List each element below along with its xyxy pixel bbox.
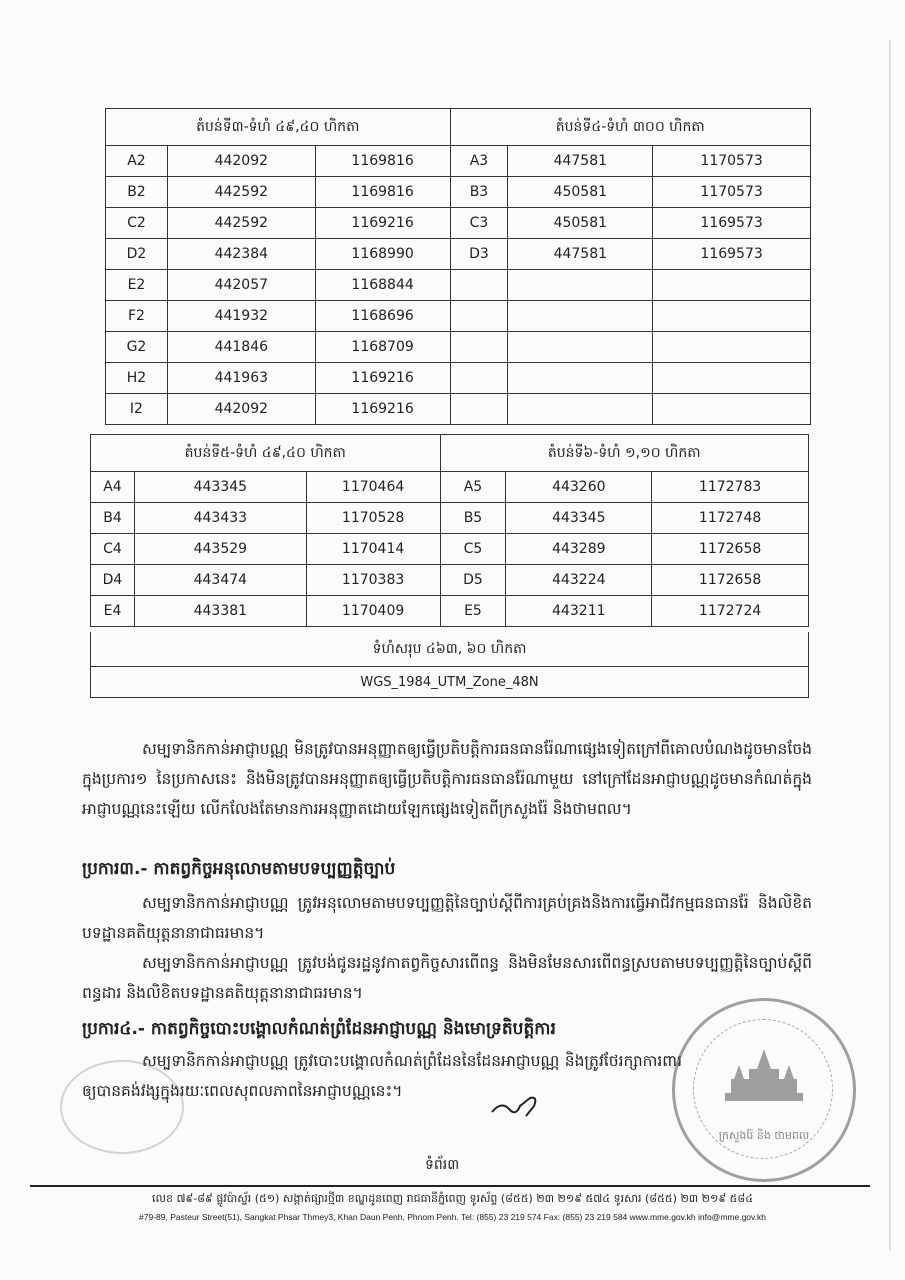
northing-value: 1169816 xyxy=(315,146,450,177)
northing-value: 1170464 xyxy=(306,472,440,503)
paragraph-text: សម្បទានិកកាន់អាជ្ញាបណ្ណ ត្រូវបោះបង្គោលកំណត់ព្រំដែននៃដែនអាជ្ញាបណ្ណ និងត្រូវថែរក្សាការពារឲ្យបានគង់វង្សក្នុងរយៈពេលសុពលភាពនៃអាជ្ញាបណ្ណនេះ។ xyxy=(82,1052,682,1100)
easting-value: 443474 xyxy=(134,565,306,596)
table-row xyxy=(106,177,811,208)
point-label: G2 xyxy=(106,332,168,363)
point-label: E2 xyxy=(106,270,168,301)
paragraph-text: សម្បទានិកកាន់អាជ្ញាបណ្ណ ត្រូវបង់ជូនរដ្ឋនូវកាតព្វកិច្ចសារពើពន្ធ និងមិនមែនសារពើពន្ធស្របតាមបទប្បញ្ញត្តិនៃច្បាប់ស្តីពីពន្ធដារ និងលិខិតបទដ្ឋានគតិយុត្តនានាជាធរមាន។ xyxy=(82,954,812,1002)
point-label: E4 xyxy=(91,596,135,627)
paragraph-text: សម្បទានិកកាន់អាជ្ញាបណ្ណ មិនត្រូវបានអនុញ្ញាតឲ្យធ្វើប្រតិបត្តិការធនធានរ៉ែណាផ្សេងទៀតក្រៅពីគោលបំណងដូចមានចែងក្នុងប្រការ១ នៃប្រកាសនេះ និងមិនត្រូវបានអនុញ្ញាតឲ្យធ្វើប្រតិបត្តិការធនធានរ៉ែណាមួយ នៅក្រៅដែនអាជ្ញាបណ្ណដូចមានកំណត់ក្នុងអាជ្ញាបណ្ណនេះឡើយ លើកលែងតែមានការអនុញ្ញាតដោយឡែកផ្សេងទៀតពីក្រសួងរ៉ែ និងថាមពល។ xyxy=(82,740,812,818)
footer-address-english: #79-89, Pasteur Street(51), Sangkat Phsar Thmey3, Khan Daun Penh, Phnom Penh. Tel: (855) 23 219 574 Fax: (855) 23 219 584 www.mme.gov.kh info@mme.gov.kh xyxy=(139,1212,766,1222)
northing-value xyxy=(653,270,811,301)
point-label: D5 xyxy=(440,565,506,596)
point-label xyxy=(450,363,508,394)
point-label: B2 xyxy=(106,177,168,208)
table-row xyxy=(106,146,811,177)
northing-value: 1169216 xyxy=(315,363,450,394)
table-row xyxy=(106,332,811,363)
northing-value: 1170528 xyxy=(306,503,440,534)
easting-value: 442092 xyxy=(167,394,315,425)
easting-value: 443345 xyxy=(134,472,306,503)
easting-value: 442592 xyxy=(167,208,315,239)
easting-value: 442384 xyxy=(167,239,315,270)
easting-value: 443529 xyxy=(134,534,306,565)
point-label: A3 xyxy=(450,146,508,177)
easting-value: 443224 xyxy=(506,565,652,596)
northing-value xyxy=(653,301,811,332)
northing-value: 1168990 xyxy=(315,239,450,270)
zone-6-title: តំបន់ទី៦-ទំហំ ១,១០ ហិកតា xyxy=(440,435,809,472)
point-label xyxy=(450,332,508,363)
table-row xyxy=(106,270,811,301)
point-label: D2 xyxy=(106,239,168,270)
point-label xyxy=(450,270,508,301)
faded-stamp xyxy=(60,1060,184,1154)
point-label: H2 xyxy=(106,363,168,394)
northing-value xyxy=(653,363,811,394)
easting-value: 441932 xyxy=(167,301,315,332)
zone-4-title: តំបន់ទី៤-ទំហំ ៣០០ ហិកតា xyxy=(450,109,811,146)
northing-value: 1169573 xyxy=(653,208,811,239)
table-row xyxy=(91,565,809,596)
northing-value: 1172783 xyxy=(652,472,809,503)
easting-value xyxy=(508,363,653,394)
northing-value: 1169216 xyxy=(315,394,450,425)
northing-value: 1170414 xyxy=(306,534,440,565)
easting-value: 447581 xyxy=(508,239,653,270)
easting-value: 443381 xyxy=(134,596,306,627)
point-label: A2 xyxy=(106,146,168,177)
point-label: C2 xyxy=(106,208,168,239)
northing-value: 1170573 xyxy=(653,146,811,177)
easting-value xyxy=(508,332,653,363)
seal-text: ក្រសួងរ៉ែ និង ថាមពល xyxy=(718,1129,810,1142)
easting-value: 442057 xyxy=(167,270,315,301)
easting-value: 441963 xyxy=(167,363,315,394)
point-label: B5 xyxy=(440,503,506,534)
table-row xyxy=(106,208,811,239)
point-label: I2 xyxy=(106,394,168,425)
northing-value: 1170409 xyxy=(306,596,440,627)
footer-address-khmer: លេខ ៧៩-៨៩ ផ្លូវប៉ាស្ទ័រ (៥១) សង្កាត់ផ្សារថ្មី៣ ខណ្ឌដូនពេញ រាជធានីភ្នំពេញ ទូរស័ព្ទ (៨៥៥) ២៣ ២១៩ ៥៧៤ ទូរសារ (៨៥៥) ២៣ ២១៩ ៥៨៤ xyxy=(152,1192,753,1205)
total-area: ទំហំសរុប ៤៦៣, ៦០ ហិកតា xyxy=(90,632,809,667)
northing-value: 1172748 xyxy=(652,503,809,534)
point-label xyxy=(450,301,508,332)
point-label: C5 xyxy=(440,534,506,565)
easting-value: 443260 xyxy=(506,472,652,503)
northing-value: 1172658 xyxy=(652,534,809,565)
table-header-row xyxy=(91,435,809,472)
easting-value: 443433 xyxy=(134,503,306,534)
signature-mark xyxy=(490,1092,550,1124)
table-row xyxy=(91,534,809,565)
table-row xyxy=(91,596,809,627)
northing-value: 1169216 xyxy=(315,208,450,239)
point-label: A4 xyxy=(91,472,135,503)
easting-value: 443345 xyxy=(506,503,652,534)
easting-value xyxy=(508,394,653,425)
table-row xyxy=(91,472,809,503)
ministry-seal xyxy=(672,998,856,1182)
projection-label: WGS_1984_UTM_Zone_48N xyxy=(90,666,809,698)
article-3-heading: ប្រការ៣.- កាតព្វកិច្ចអនុលោមតាមបទប្បញ្ញត្តិច្បាប់ xyxy=(82,859,396,879)
northing-value: 1169816 xyxy=(315,177,450,208)
page-number: ទំព័រ៣ xyxy=(425,1157,460,1173)
northing-value: 1168844 xyxy=(315,270,450,301)
point-label: B4 xyxy=(91,503,135,534)
zone-5-title: តំបន់ទី៥-ទំហំ ៤៩,៤០ ហិកតា xyxy=(91,435,441,472)
zone-3-title: តំបន់ទី៣-ទំហំ ៤៩,៤០ ហិកតា xyxy=(106,109,451,146)
easting-value: 443289 xyxy=(506,534,652,565)
easting-value: 450581 xyxy=(508,208,653,239)
easting-value: 443211 xyxy=(506,596,652,627)
table-header-row xyxy=(106,109,811,146)
table-row xyxy=(106,394,811,425)
point-label: C4 xyxy=(91,534,135,565)
easting-value: 450581 xyxy=(508,177,653,208)
northing-value xyxy=(653,332,811,363)
paragraph-tax xyxy=(82,948,812,1008)
northing-value: 1172724 xyxy=(652,596,809,627)
point-label: F2 xyxy=(106,301,168,332)
table-row xyxy=(106,363,811,394)
paragraph-restriction xyxy=(82,734,812,824)
coordinates-table-zones-5-6 xyxy=(90,434,809,627)
table-row xyxy=(106,301,811,332)
paragraph-text: សម្បទានិកកាន់អាជ្ញាបណ្ណ ត្រូវអនុលោមតាមបទប្បញ្ញត្តិនៃច្បាប់ស្តីពីការគ្រប់គ្រងនិងការធ្វើអាជីវកម្មធនធានរ៉ែ និងលិខិតបទដ្ឋានគតិយុត្តនានាជាធរមាន។ xyxy=(82,894,812,942)
northing-value: 1170573 xyxy=(653,177,811,208)
point-label xyxy=(450,394,508,425)
point-label: D4 xyxy=(91,565,135,596)
table-row xyxy=(91,503,809,534)
article-4-heading: ប្រការ៤.- កាតព្វកិច្ចបោះបង្គោលកំណត់ព្រំដែនអាជ្ញាបណ្ណ និងមោទ្រតិបត្តិការ xyxy=(82,1019,556,1039)
paragraph-compliance xyxy=(82,888,812,948)
northing-value: 1172658 xyxy=(652,565,809,596)
coordinates-table-zones-3-4 xyxy=(105,108,811,425)
northing-value: 1169573 xyxy=(653,239,811,270)
northing-value: 1168696 xyxy=(315,301,450,332)
easting-value xyxy=(508,301,653,332)
northing-value xyxy=(653,394,811,425)
point-label: C3 xyxy=(450,208,508,239)
point-label: E5 xyxy=(440,596,506,627)
northing-value: 1168709 xyxy=(315,332,450,363)
easting-value: 442092 xyxy=(167,146,315,177)
point-label: A5 xyxy=(440,472,506,503)
easting-value xyxy=(508,270,653,301)
page-edge xyxy=(889,40,891,1250)
temple-emblem-icon xyxy=(719,1045,809,1125)
point-label: D3 xyxy=(450,239,508,270)
easting-value: 447581 xyxy=(508,146,653,177)
footer-rule xyxy=(30,1185,870,1187)
point-label: B3 xyxy=(450,177,508,208)
table-row xyxy=(106,239,811,270)
easting-value: 441846 xyxy=(167,332,315,363)
easting-value: 442592 xyxy=(167,177,315,208)
northing-value: 1170383 xyxy=(306,565,440,596)
